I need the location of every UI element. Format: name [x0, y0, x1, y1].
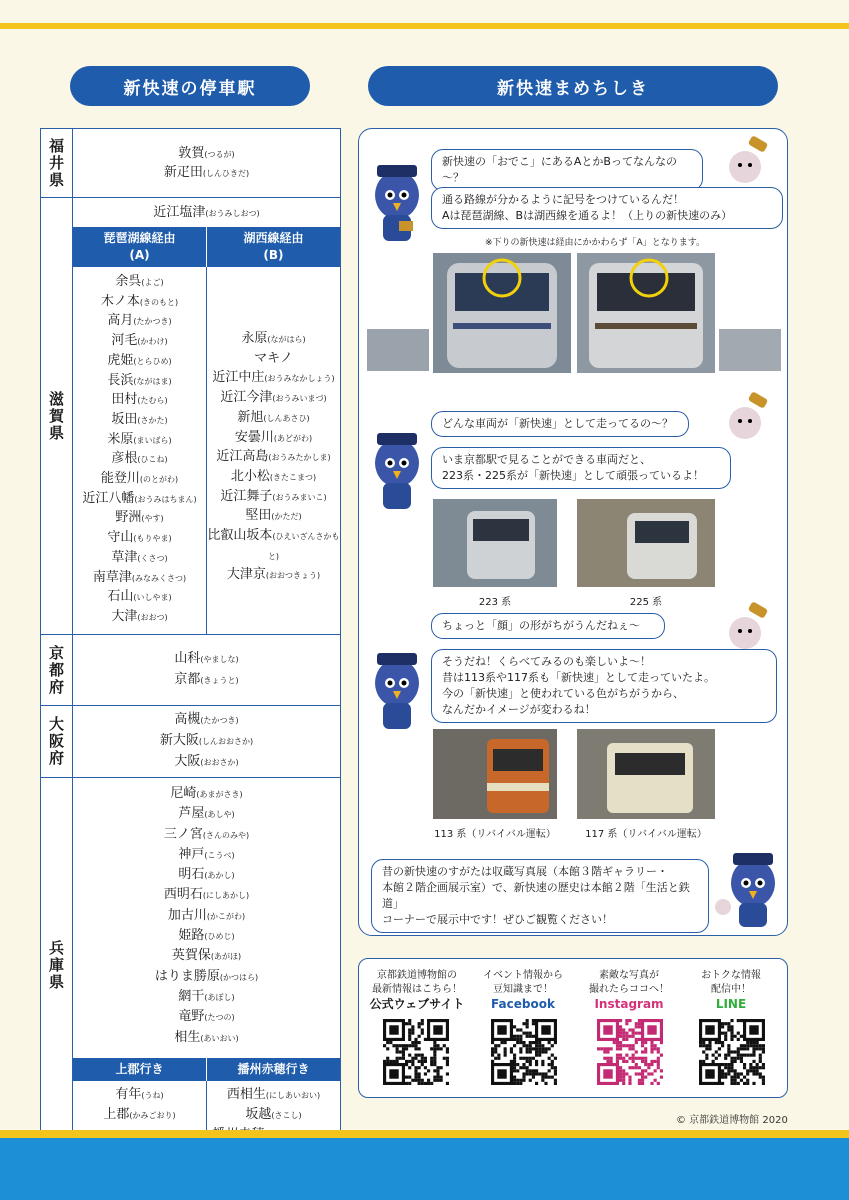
station-name	[73, 710, 340, 731]
caption-113: 113 系（リバイバル運転）	[434, 829, 556, 840]
station-name	[73, 549, 206, 569]
station-kanji: 山科	[174, 651, 201, 666]
station-name	[73, 825, 340, 845]
station-name	[207, 389, 340, 409]
station-reading: (たむら)	[137, 396, 168, 406]
station-kanji: 北小松	[230, 468, 270, 484]
qr-code-icon[interactable]	[597, 1019, 663, 1085]
station-reading: (さんのみや)	[202, 830, 250, 840]
answer-bubble-2: いま京都駅で見ることができる車両だと、 223系・225系が「新快速」として頑張っているよ！	[431, 447, 731, 489]
station-name	[73, 670, 340, 691]
station-reading: (いしやま)	[133, 593, 172, 603]
question-bubble-2: どんな車両が「新快速」として走ってるの～？	[431, 411, 689, 437]
station-kanji: 高月	[107, 313, 134, 329]
qr-code-icon[interactable]	[491, 1019, 557, 1085]
station-kanji: 三ノ宮	[163, 826, 203, 842]
station-kanji: 芦屋	[178, 806, 205, 822]
station-name	[73, 1028, 340, 1048]
station-reading: (あどがわ)	[273, 433, 313, 443]
train-photo-small-right	[719, 329, 781, 371]
station-name	[73, 372, 206, 392]
station-kanji: 木ノ本	[100, 293, 140, 309]
station-reading: (あかし)	[204, 871, 235, 881]
station-reading: (おうみしおつ)	[205, 209, 260, 218]
caption-223: 223 系	[478, 597, 512, 608]
pref-kyoto	[41, 635, 340, 706]
station-kanji: 草津	[111, 549, 138, 565]
sns-name: LINE	[715, 997, 747, 1011]
mascot-speaker-icon	[723, 599, 773, 655]
pref-fukui	[41, 129, 340, 198]
sns-name: Facebook	[491, 997, 555, 1011]
station-name	[207, 507, 340, 527]
station-name	[73, 569, 206, 589]
station-kanji: 近江中庄	[212, 370, 265, 386]
station-kanji: 近江塩津	[153, 205, 206, 220]
station-kanji: 彦根	[111, 451, 138, 467]
caption-117: 117 系（リバイバル運転）	[585, 829, 707, 840]
train-photo-113	[433, 729, 557, 819]
station-kanji: 余呉	[115, 274, 142, 289]
station-name	[73, 946, 340, 966]
station-kanji: 守山	[107, 530, 134, 546]
station-kanji: 明石	[178, 867, 205, 883]
station-kanji: 西明石	[163, 887, 203, 903]
station-reading: (しんあさひ)	[263, 413, 310, 423]
pref-name: 滋賀県	[41, 198, 73, 634]
station-reading: (うね)	[141, 1090, 164, 1100]
station-name	[73, 431, 206, 451]
station-kanji: 近江高島	[216, 449, 269, 465]
station-reading: (たかつき)	[200, 716, 239, 725]
station-reading: (こうべ)	[204, 850, 235, 860]
station-name	[73, 332, 206, 352]
sns-instagram[interactable]	[579, 969, 679, 1011]
station-reading: (ひこね)	[137, 455, 168, 465]
station-reading: (おうみいまづ)	[272, 394, 327, 404]
station-kanji: 田村	[111, 392, 138, 408]
station-kanji: 新旭	[237, 409, 264, 425]
train-photo-225	[577, 499, 715, 587]
train-photo-117	[577, 729, 715, 819]
station-name	[73, 529, 206, 549]
station-kanji: 竜野	[178, 1009, 205, 1025]
station-name	[73, 450, 206, 470]
station-name	[207, 350, 340, 370]
station-reading: (しんひきだ)	[202, 169, 250, 178]
station-reading: (おうみたかしま)	[268, 453, 331, 463]
ako-head: 播州赤穂行き	[206, 1058, 340, 1081]
station-name	[73, 731, 340, 752]
station-reading: (おおつきょう)	[265, 571, 321, 581]
qr-code-icon[interactable]	[699, 1019, 765, 1085]
copyright: © 京都鉄道博物館 2020	[676, 1115, 788, 1126]
stops-title: 新快速の停車駅	[70, 66, 310, 106]
station-name	[73, 784, 340, 804]
station-kanji: マキノ	[254, 350, 293, 366]
station-kanji: はりま勝原	[154, 968, 220, 984]
mascot-conductor-icon	[363, 157, 431, 249]
station-name	[207, 369, 340, 389]
station-kanji: 堅田	[245, 508, 272, 524]
station-name	[73, 1085, 206, 1105]
pref-name: 京都府	[41, 635, 73, 705]
station-reading: (あぼし)	[204, 992, 235, 1002]
mascot-conductor-icon	[363, 425, 431, 517]
station-kanji: 近江八幡	[82, 490, 135, 506]
station-reading: (おうみまいこ)	[272, 492, 327, 502]
trivia-box	[358, 128, 788, 936]
station-reading: (さこし)	[271, 1110, 302, 1120]
station-kanji: 相生	[174, 1029, 201, 1045]
station-kanji: 坂田	[111, 411, 138, 427]
station-name	[73, 588, 206, 608]
mascot-speaker-icon	[723, 389, 773, 445]
station-name	[73, 145, 340, 164]
station-reading: (ながはま)	[133, 376, 172, 386]
route-b-head: 湖西線経由 (B)	[206, 227, 340, 267]
station-kanji: 京都	[174, 672, 201, 687]
station-reading: (よご)	[141, 278, 164, 287]
station-name	[73, 804, 340, 824]
station-name	[73, 885, 340, 905]
pref-name: 大阪府	[41, 706, 73, 777]
train-photo-223	[433, 499, 557, 587]
station-name	[73, 352, 206, 372]
top-stripe	[0, 0, 849, 34]
branch-subheader	[73, 1058, 340, 1081]
station-kanji: 神戸	[178, 846, 205, 862]
station-name	[73, 164, 340, 183]
station-reading: (おうみなかしょう)	[264, 374, 335, 384]
mascot-conductor-icon	[713, 847, 785, 933]
station-name	[73, 293, 206, 313]
station-reading: (かみごおり)	[129, 1110, 176, 1120]
mascot-conductor-icon	[363, 645, 431, 737]
sns-name: 公式ウェブサイト	[369, 997, 465, 1011]
station-reading: (おうみはちまん)	[134, 494, 197, 504]
station-kanji: 近江今津	[220, 390, 273, 406]
station-reading: (ながはら)	[267, 335, 306, 344]
train-photo-b	[577, 253, 715, 373]
station-kanji: 野洲	[115, 510, 142, 526]
station-reading: (おおさか)	[200, 758, 239, 767]
station-name	[73, 608, 206, 628]
station-reading: (おおつ)	[137, 612, 168, 622]
sns-facebook[interactable]	[473, 969, 573, 1011]
mascot-speaker-icon	[723, 133, 773, 189]
station-name	[73, 391, 206, 411]
station-name	[73, 906, 340, 926]
station-reading: (たかつき)	[133, 317, 172, 327]
kamigori-head: 上郡行き	[73, 1058, 206, 1081]
station-reading: (とらひめ)	[133, 356, 172, 366]
station-kanji: 網干	[178, 988, 205, 1004]
station-name	[73, 273, 206, 293]
exhibition-info-bubble: 昔の新快速のすがたは収蔵写真展（本館３階ギャラリー・ 本館２階企画展示室）で、新快速の歴史は本館２階「生活と鉄道」 コーナーで展示中です！ぜひご観覧ください！	[371, 859, 709, 933]
station-name	[73, 509, 206, 529]
train-photo-a	[433, 253, 571, 373]
sns-desc: おトクな情報 配信中！	[701, 970, 761, 995]
station-reading: (あしや)	[204, 810, 235, 820]
station-name	[207, 330, 340, 350]
station-reading: (きょうと)	[200, 676, 239, 685]
station-kanji: 上郡	[103, 1106, 130, 1122]
sns-desc: 京都鉄道博物館の 最新情報はこちら！	[372, 970, 462, 995]
station-kanji: 永原	[241, 331, 268, 346]
station-name	[73, 649, 340, 670]
station-name	[207, 448, 340, 468]
station-kanji: 有年	[115, 1086, 142, 1102]
station-name	[207, 1105, 340, 1125]
note-downbound: ※下りの新快速は経由にかかわらず「A」となります。	[485, 238, 705, 248]
station-kanji: 大阪	[174, 754, 201, 769]
sns-desc: イベント情報から 豆知識まで！	[483, 970, 563, 995]
station-reading: (くさつ)	[137, 553, 168, 563]
station-name	[73, 752, 340, 773]
station-name	[73, 1105, 206, 1125]
station-reading: (あがほ)	[210, 952, 242, 962]
station-reading: (にしあいおい)	[265, 1090, 321, 1100]
station-kanji: 能登川	[100, 471, 140, 487]
route-a-head: 琵琶湖線経由 (A)	[73, 227, 206, 267]
station-reading: (みなみくさつ)	[131, 573, 187, 583]
station-kanji: 坂越	[245, 1106, 272, 1122]
sns-website[interactable]	[367, 969, 467, 1011]
station-name	[73, 865, 340, 885]
station-name	[207, 488, 340, 508]
trivia-title: 新快速まめちしき	[368, 66, 778, 106]
caption-225: 225 系	[629, 597, 663, 608]
station-reading: (まいばら)	[133, 435, 172, 445]
station-kanji: 南草津	[92, 569, 132, 585]
station-kanji: 高槻	[174, 712, 201, 727]
station-reading: (かわけ)	[137, 337, 168, 347]
station-name	[207, 527, 340, 566]
station-reading: (ひえいざんさかもと)	[267, 532, 340, 561]
station-reading: (かつはら)	[219, 972, 259, 982]
station-name	[207, 468, 340, 488]
station-reading: (もりやま)	[133, 534, 172, 544]
station-kanji: 比叡山坂本	[207, 528, 273, 544]
pref-name: 福井県	[41, 129, 73, 197]
station-kanji: 新大阪	[159, 733, 199, 748]
station-kanji: 近江舞子	[220, 488, 273, 504]
answer-bubble-1: 通る路線が分かるように記号をつけているんだ！ Aは琵琶湖線、Bは湖西線を通るよ！（上りの新快速のみ）	[431, 187, 783, 229]
station-name	[73, 490, 206, 510]
station-name	[73, 1007, 340, 1027]
sns-line[interactable]	[681, 969, 781, 1011]
pref-name: 兵庫県	[41, 778, 73, 1153]
station-name	[73, 845, 340, 865]
station-name	[207, 1085, 340, 1105]
station-kanji: 敦賀	[178, 146, 205, 161]
station-kanji: 西相生	[226, 1086, 266, 1102]
station-kanji: 石山	[107, 589, 134, 605]
station-kanji: 安曇川	[234, 429, 274, 445]
station-reading: (やす)	[141, 514, 164, 524]
station-reading: (かこがわ)	[206, 911, 246, 921]
station-reading: (しんおおさか)	[198, 737, 254, 746]
station-reading: (かただ)	[271, 512, 302, 522]
sns-box	[358, 958, 788, 1098]
sns-name: Instagram	[594, 997, 664, 1011]
station-kanji: 長浜	[107, 372, 134, 388]
station-name	[73, 926, 340, 946]
station-reading: (きのもと)	[139, 297, 179, 307]
pref-osaka	[41, 706, 340, 778]
station-reading: (つるが)	[204, 150, 235, 159]
train-photo-small-left	[367, 329, 429, 371]
station-name	[73, 967, 340, 987]
station-kanji: 大津	[111, 608, 138, 624]
station-kanji: 大津京	[226, 567, 266, 583]
station-name	[73, 470, 206, 490]
route-subheader	[73, 227, 340, 267]
station-kanji: 英賀保	[171, 948, 211, 964]
question-bubble-1: 新快速の「おでこ」にあるAとかBってなんなの～？	[431, 149, 703, 191]
station-reading: (のとがわ)	[139, 475, 179, 485]
station-name	[73, 312, 206, 332]
question-bubble-3: ちょっと「顔」の形がちがうんだねぇ～	[431, 613, 665, 639]
station-kanji: 米原	[107, 431, 134, 447]
station-reading: (きたこまつ)	[269, 472, 317, 482]
station-name	[73, 204, 340, 223]
station-reading: (あいおい)	[200, 1033, 239, 1043]
bottom-band	[0, 1130, 849, 1200]
station-kanji: 姫路	[178, 928, 205, 944]
pref-shiga	[41, 198, 340, 635]
sns-desc: 素敵な写真が 撮れたらココへ！	[589, 970, 669, 995]
station-reading: (にしあかし)	[202, 891, 250, 901]
station-name	[207, 566, 340, 586]
station-kanji: 河毛	[111, 333, 138, 349]
station-name	[207, 429, 340, 449]
station-kanji: 虎姫	[107, 352, 134, 368]
station-kanji: 新疋田	[163, 165, 203, 180]
station-kanji: 加古川	[167, 907, 207, 923]
station-reading: (やましな)	[200, 655, 239, 664]
pref-hyogo	[41, 778, 340, 1153]
station-name	[207, 409, 340, 429]
station-name	[73, 987, 340, 1007]
station-reading: (ひめじ)	[204, 932, 235, 942]
station-kanji: 尼崎	[170, 786, 197, 801]
station-reading: (あまがさき)	[196, 790, 243, 799]
station-table	[40, 128, 341, 1154]
station-name	[73, 411, 206, 431]
qr-code-icon[interactable]	[383, 1019, 449, 1085]
station-reading: (さかた)	[137, 415, 168, 425]
station-reading: (たつの)	[204, 1013, 235, 1023]
answer-bubble-3: そうだね！くらべてみるのも楽しいよ～！ 昔は113系や117系も「新快速」として走っていたよ。 今の「新快速」と使われている色がちがうから、 なんだかイメージが変わるね！	[431, 649, 777, 723]
